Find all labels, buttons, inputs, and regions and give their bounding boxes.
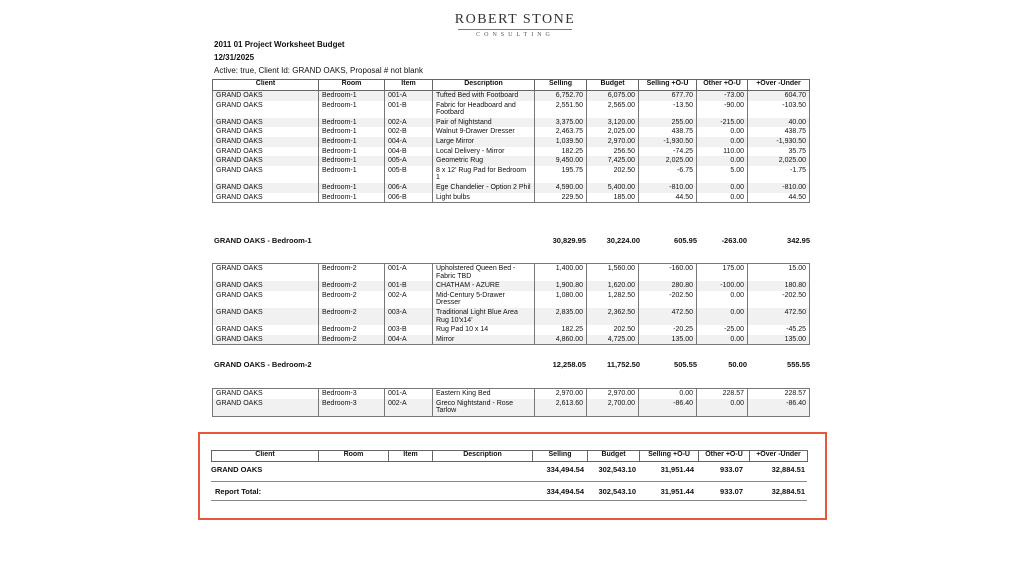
summary-column-header-room: Room [319,451,389,462]
cell-description: Greco Nightstand - Rose Tarlow [433,399,535,417]
cell-item: 003-B [385,325,433,335]
table-header-row [213,80,810,91]
summary-highlight-box [198,432,827,520]
cell-description: Geometric Rug [433,156,535,166]
cell-description: Eastern King Bed [433,389,535,399]
cell-budget: 6,075.00 [587,91,639,101]
cell-over-under: 438.75 [748,127,810,137]
cell-selling: 4,590.00 [535,183,587,193]
cell-room: Bedroom-2 [319,335,385,345]
summary-column-header-selling: Selling [533,451,588,462]
cell-over-under: -103.50 [748,101,810,118]
company-logo [440,12,590,38]
cell-description: Mirror [433,335,535,345]
table-row [213,264,810,282]
cell-other-ou: -90.00 [697,101,748,118]
table-row [213,193,810,203]
cell-selling: 1,900.80 [535,281,587,291]
cell-client: GRAND OAKS [213,193,319,203]
column-header-client: Client [213,80,319,91]
table-row [213,166,810,183]
cell-description: Tufted Bed with Footboard [433,91,535,101]
cell-selling-ou: 280.80 [639,281,697,291]
cell-over-under: 35.75 [748,147,810,157]
room-table [212,79,810,203]
cell-over-under: 40.00 [748,118,810,128]
cell-description: CHATHAM - AZURE [433,281,535,291]
cell-selling: 195.75 [535,166,587,183]
cell-selling: 2,613.60 [535,399,587,417]
cell-selling: 2,463.75 [535,127,587,137]
cell-item: 006-A [385,183,433,193]
table-row [213,156,810,166]
cell-item: 002-A [385,399,433,417]
cell-room: Bedroom-2 [319,281,385,291]
cell-description: Large Mirror [433,137,535,147]
subtotal-other-ou: 50.00 [728,360,747,369]
cell-budget: 2,970.00 [587,137,639,147]
cell-client: GRAND OAKS [213,137,319,147]
cell-over-under: 604.70 [748,91,810,101]
cell-room: Bedroom-2 [319,291,385,308]
cell-selling-ou: -810.00 [639,183,697,193]
report-total-other-ou: 933.07 [720,487,743,496]
cell-selling-ou: 255.00 [639,118,697,128]
cell-selling: 9,450.00 [535,156,587,166]
subtotal-over-under: 342.95 [787,236,810,245]
table-row [213,127,810,137]
cell-selling-ou: -1,930.50 [639,137,697,147]
table-row [213,118,810,128]
column-header-budget: Budget [587,80,639,91]
column-header-item: Item [385,80,433,91]
cell-item: 004-B [385,147,433,157]
cell-description: Mid-Century 5-Drawer Dresser [433,291,535,308]
summary-column-header-client: Client [212,451,319,462]
cell-room: Bedroom-2 [319,308,385,325]
table-row [213,281,810,291]
cell-client: GRAND OAKS [213,335,319,345]
cell-budget: 7,425.00 [587,156,639,166]
cell-client: GRAND OAKS [213,101,319,118]
subtotal-other-ou: -263.00 [721,236,747,245]
cell-room: Bedroom-3 [319,399,385,417]
cell-client: GRAND OAKS [213,325,319,335]
cell-selling-ou: -20.25 [639,325,697,335]
cell-selling: 4,860.00 [535,335,587,345]
cell-budget: 2,700.00 [587,399,639,417]
cell-description: Light bulbs [433,193,535,203]
table-row [213,325,810,335]
cell-description: Upholstered Queen Bed - Fabric TBD [433,264,535,282]
cell-room: Bedroom-1 [319,156,385,166]
cell-item: 006-B [385,193,433,203]
cell-item: 001-A [385,389,433,399]
subtotal-selling-ou: 505.55 [674,360,697,369]
report-total-selling-ou: 31,951.44 [660,487,694,496]
cell-room: Bedroom-2 [319,325,385,335]
table-row [213,137,810,147]
summary-column-header-over-under: +Over -Under [750,451,808,462]
cell-selling-ou: 0.00 [639,389,697,399]
cell-item: 002-A [385,118,433,128]
cell-over-under: 180.80 [748,281,810,291]
cell-client: GRAND OAKS [213,264,319,282]
column-header-selling: Selling [535,80,587,91]
cell-budget: 1,560.00 [587,264,639,282]
cell-client: GRAND OAKS [213,118,319,128]
cell-client: GRAND OAKS [213,166,319,183]
cell-over-under: -86.40 [748,399,810,417]
cell-room: Bedroom-1 [319,166,385,183]
cell-other-ou: 5.00 [697,166,748,183]
cell-selling-ou: -74.25 [639,147,697,157]
report-total-over-under: 32,884.51 [771,487,805,496]
cell-room: Bedroom-1 [319,183,385,193]
subtotal-selling: 30,829.95 [552,236,586,245]
logo-name: ROBERT STONE [454,12,576,27]
cell-selling-ou: 44.50 [639,193,697,203]
cell-room: Bedroom-1 [319,91,385,101]
cell-selling: 1,080.00 [535,291,587,308]
cell-description: Fabric for Headboard and Footbard [433,101,535,118]
cell-description: Walnut 9-Drawer Dresser [433,127,535,137]
cell-budget: 2,025.00 [587,127,639,137]
cell-item: 004-A [385,137,433,147]
summary-column-header-description: Description [433,451,533,462]
table-row [213,147,810,157]
subtotal-budget: 30,224.00 [606,236,640,245]
column-header-other-ou: Other +O-U [697,80,748,91]
summary-header-table [211,450,808,462]
report-date: 12/31/2025 [214,53,255,62]
table-row [213,91,810,101]
cell-over-under: 135.00 [748,335,810,345]
cell-item: 001-B [385,281,433,291]
cell-over-under: 2,025.00 [748,156,810,166]
cell-selling-ou: 438.75 [639,127,697,137]
cell-other-ou: -25.00 [697,325,748,335]
table-row [213,389,810,399]
cell-selling: 182.25 [535,147,587,157]
cell-budget: 2,565.00 [587,101,639,118]
cell-budget: 1,282.50 [587,291,639,308]
cell-room: Bedroom-2 [319,264,385,282]
cell-description: 8 x 12' Rug Pad for Bedroom 1 [433,166,535,183]
summary-header-row [212,451,808,462]
subtotal-selling-ou: 605.95 [674,236,697,245]
cell-other-ou: 228.57 [697,389,748,399]
report-total-label: Report Total: [215,487,262,496]
cell-client: GRAND OAKS [213,281,319,291]
cell-client: GRAND OAKS [213,291,319,308]
summary-other-ou: 933.07 [720,465,743,474]
summary-over-under: 32,884.51 [771,465,805,474]
summary-selling-ou: 31,951.44 [660,465,694,474]
table-row [213,399,810,417]
cell-over-under: 472.50 [748,308,810,325]
cell-room: Bedroom-1 [319,118,385,128]
cell-other-ou: -73.00 [697,91,748,101]
cell-over-under: -1,930.50 [748,137,810,147]
cell-over-under: -810.00 [748,183,810,193]
cell-over-under: 228.57 [748,389,810,399]
subtotal-over-under: 555.55 [787,360,810,369]
logo-subtitle: CONSULTING [476,32,554,38]
subtotal-label: GRAND OAKS - Bedroom-2 [214,360,312,369]
cell-selling: 182.25 [535,325,587,335]
cell-selling-ou: -6.75 [639,166,697,183]
cell-item: 001-A [385,264,433,282]
summary-column-header-budget: Budget [588,451,640,462]
cell-other-ou: 0.00 [697,291,748,308]
table-row [213,291,810,308]
cell-other-ou: 0.00 [697,399,748,417]
room-table [212,388,810,417]
table-row [213,183,810,193]
cell-item: 002-B [385,127,433,137]
report-total-divider [211,500,807,501]
cell-description: Local Delivery - Mirror [433,147,535,157]
cell-selling-ou: -202.50 [639,291,697,308]
cell-budget: 4,725.00 [587,335,639,345]
cell-item: 005-B [385,166,433,183]
cell-client: GRAND OAKS [213,308,319,325]
cell-item: 002-A [385,291,433,308]
cell-other-ou: 0.00 [697,335,748,345]
cell-description: Rug Pad 10 x 14 [433,325,535,335]
cell-client: GRAND OAKS [213,147,319,157]
cell-client: GRAND OAKS [213,389,319,399]
cell-description: Pair of Nightstand [433,118,535,128]
cell-other-ou: 175.00 [697,264,748,282]
subtotal-budget: 11,752.50 [607,360,640,369]
cell-budget: 1,620.00 [587,281,639,291]
table-row [213,101,810,118]
cell-selling-ou: 677.70 [639,91,697,101]
cell-description: Traditional Light Blue Area Rug 10'x14' [433,308,535,325]
cell-selling: 2,835.00 [535,308,587,325]
cell-over-under: -202.50 [748,291,810,308]
column-header-description: Description [433,80,535,91]
cell-client: GRAND OAKS [213,156,319,166]
summary-column-header-item: Item [389,451,433,462]
summary-divider [211,481,807,482]
cell-selling: 229.50 [535,193,587,203]
cell-selling-ou: -86.40 [639,399,697,417]
cell-budget: 3,120.00 [587,118,639,128]
cell-room: Bedroom-1 [319,147,385,157]
cell-budget: 202.50 [587,166,639,183]
report-filter: Active: true, Client Id: GRAND OAKS, Proposal # not blank [214,66,423,75]
cell-room: Bedroom-1 [319,127,385,137]
summary-client-label: GRAND OAKS [211,465,263,474]
column-header-selling-ou: Selling +O-U [639,80,697,91]
report-title: 2011 01 Project Worksheet Budget [214,40,345,49]
cell-room: Bedroom-1 [319,101,385,118]
cell-room: Bedroom-1 [319,193,385,203]
cell-over-under: -45.25 [748,325,810,335]
summary-column-header-other-ou: Other +O-U [699,451,750,462]
cell-selling-ou: 135.00 [639,335,697,345]
cell-over-under: -1.75 [748,166,810,183]
cell-selling: 3,375.00 [535,118,587,128]
column-header-room: Room [319,80,385,91]
cell-client: GRAND OAKS [213,127,319,137]
cell-budget: 5,400.00 [587,183,639,193]
cell-other-ou: 0.00 [697,127,748,137]
summary-column-header-selling-ou: Selling +O-U [640,451,699,462]
cell-room: Bedroom-1 [319,137,385,147]
cell-selling: 1,400.00 [535,264,587,282]
cell-over-under: 44.50 [748,193,810,203]
report-total-budget: 302,543.10 [598,487,636,496]
summary-selling: 334,494.54 [546,465,584,474]
cell-item: 001-B [385,101,433,118]
cell-other-ou: 0.00 [697,137,748,147]
cell-budget: 2,362.50 [587,308,639,325]
cell-item: 005-A [385,156,433,166]
cell-other-ou: 0.00 [697,193,748,203]
cell-description: Ege Chandelier - Option 2 Phil [433,183,535,193]
cell-other-ou: 110.00 [697,147,748,157]
cell-selling-ou: 2,025.00 [639,156,697,166]
cell-item: 004-A [385,335,433,345]
cell-budget: 185.00 [587,193,639,203]
cell-item: 003-A [385,308,433,325]
cell-client: GRAND OAKS [213,91,319,101]
cell-room: Bedroom-3 [319,389,385,399]
cell-budget: 202.50 [587,325,639,335]
cell-other-ou: 0.00 [697,156,748,166]
room-table [212,263,810,345]
cell-other-ou: -215.00 [697,118,748,128]
table-row [213,308,810,325]
cell-budget: 256.50 [587,147,639,157]
report-total-selling: 334,494.54 [546,487,584,496]
cell-selling: 6,752.70 [535,91,587,101]
subtotal-selling: 12,258.05 [552,360,586,369]
table-row [213,335,810,345]
summary-budget: 302,543.10 [598,465,636,474]
cell-selling: 2,551.50 [535,101,587,118]
cell-item: 001-A [385,91,433,101]
cell-selling-ou: 472.50 [639,308,697,325]
column-header-over-under: +Over -Under [748,80,810,91]
cell-other-ou: 0.00 [697,183,748,193]
cell-other-ou: 0.00 [697,308,748,325]
cell-client: GRAND OAKS [213,399,319,417]
cell-selling-ou: -13.50 [639,101,697,118]
logo-divider [458,29,572,30]
cell-budget: 2,970.00 [587,389,639,399]
cell-selling: 1,039.50 [535,137,587,147]
cell-selling-ou: -160.00 [639,264,697,282]
subtotal-label: GRAND OAKS - Bedroom-1 [214,236,312,245]
cell-client: GRAND OAKS [213,183,319,193]
cell-selling: 2,970.00 [535,389,587,399]
cell-over-under: 15.00 [748,264,810,282]
cell-other-ou: -100.00 [697,281,748,291]
